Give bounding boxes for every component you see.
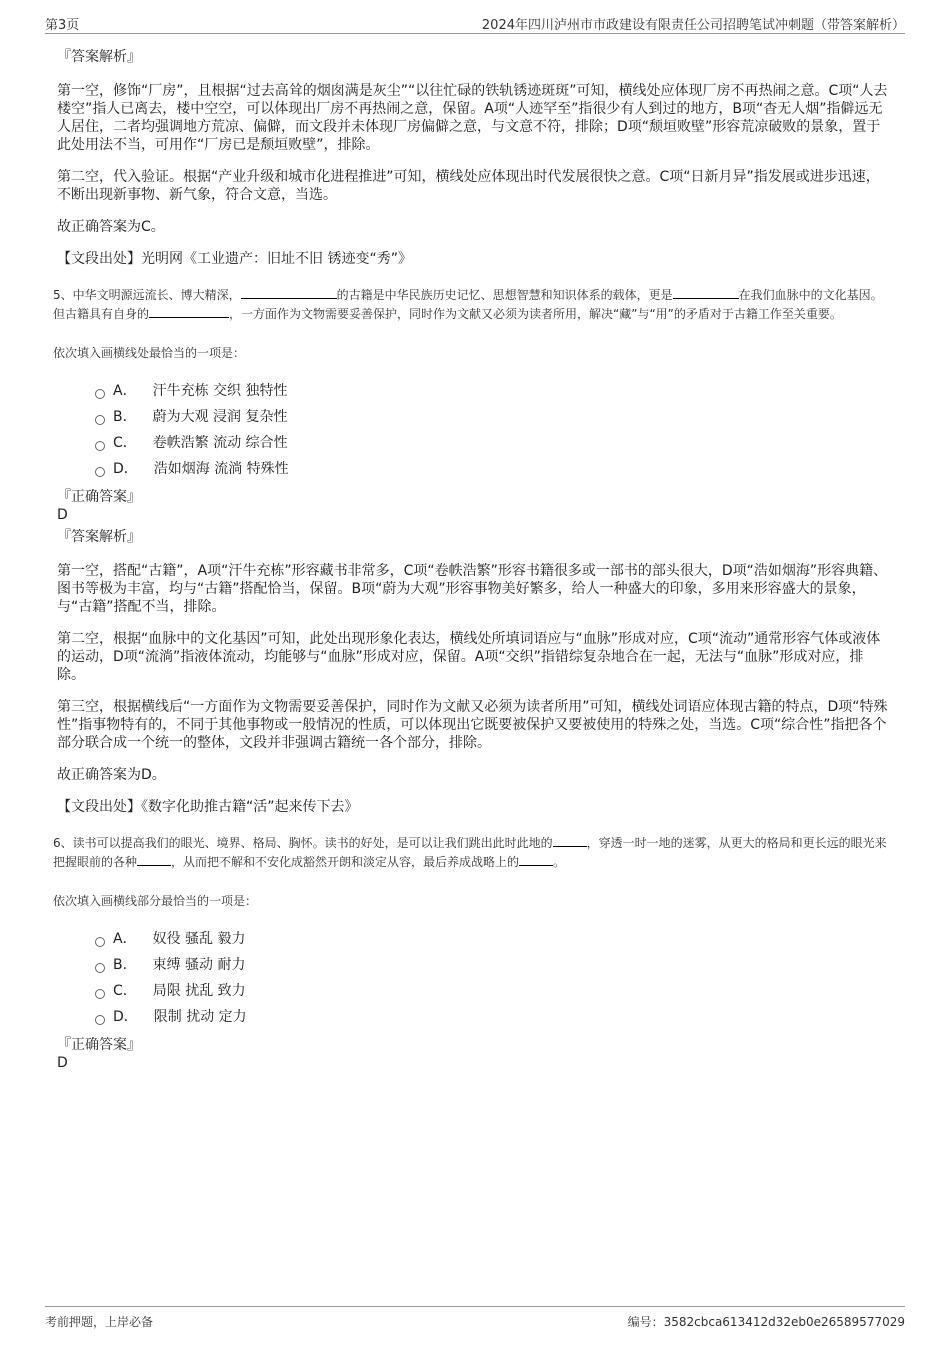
option-d[interactable]: D． 限制 扰动 定力 xyxy=(95,1004,889,1030)
analysis-conclusion: 故正确答案为D。 xyxy=(57,767,166,783)
analysis-label: 『答案解析』 xyxy=(57,49,141,65)
option-d[interactable]: D． 浩如烟海 流淌 特殊性 xyxy=(95,456,889,482)
option-c[interactable]: C． 卷帙浩繁 流动 综合性 xyxy=(95,430,889,456)
correct-answer-label: 『正确答案』 xyxy=(57,1037,141,1053)
analysis-paragraph: 第三空，根据横线后“一方面作为文物需要妥善保护，同时作为文献又必须为读者所用”可知，横线处词语应体现古籍的特点，D项“特殊性”指事物特有的，不同于其他事物或一般情况的性质，可以体现出它既要被保护又要被使用的特殊之处，当选。C项“综合性”指把各个部分联合成一个统一的整体，文段并非强调古籍统一各个部分，排除。 xyxy=(57,699,888,751)
analysis-label: 『答案解析』 xyxy=(57,529,141,545)
document-code: 编号：3582cbca613412d32eb0e26589577029 xyxy=(627,1315,905,1329)
option-c[interactable]: C． 局限 扰乱 致力 xyxy=(95,978,889,1004)
option-b[interactable]: B． 束缚 骚动 耐力 xyxy=(95,952,889,978)
fill-blank xyxy=(553,834,587,847)
radio-icon[interactable] xyxy=(95,1015,105,1025)
correct-answer: D xyxy=(57,507,68,523)
fill-blank xyxy=(149,305,229,318)
radio-icon[interactable] xyxy=(95,989,105,999)
radio-icon[interactable] xyxy=(95,963,105,973)
fill-blank xyxy=(673,286,739,299)
option-b[interactable]: B． 蔚为大观 浸润 复杂性 xyxy=(95,404,889,430)
header-divider xyxy=(45,33,905,34)
question-instruction: 依次填入画横线部分最恰当的一项是： xyxy=(53,894,258,908)
footer-slogan: 考前押题，上岸必备 xyxy=(45,1315,154,1329)
radio-icon[interactable] xyxy=(95,441,105,451)
options-list xyxy=(95,378,889,482)
radio-icon[interactable] xyxy=(95,937,105,947)
question-instruction: 依次填入画横线处最恰当的一项是： xyxy=(53,346,246,360)
passage-source: 【文段出处】光明网《工业遗产：旧址不旧 锈迹变“秀”》 xyxy=(57,251,412,267)
page-content xyxy=(53,48,889,1072)
radio-icon[interactable] xyxy=(95,415,105,425)
analysis-paragraph: 第一空，修饰“厂房”，且根据“过去高耸的烟囱满是灰尘”“以往忙碌的铁轨锈迹斑斑”可知，横线处应体现厂房不再热闹之意。C项“人去楼空”指人已离去，楼中空空，可以体现出厂房不再热闹之意，保留。A项“人迹罕至”指很少有人到过的地方，B项“杳无人烟”指僻远无人居住，二者均强调地方荒凉、偏僻，而文段并未体现厂房偏僻之意，与文意不符，排除；D项“颓垣败壁”形容荒凉破败的景象，置于此处用法不当，可用作“厂房已是颓垣败壁”，排除。 xyxy=(57,83,888,153)
question-6 xyxy=(53,834,889,1072)
correct-answer: D xyxy=(57,1055,68,1071)
option-a[interactable]: A． 奴役 骚乱 毅力 xyxy=(95,926,889,952)
page-number: 第3页 xyxy=(45,18,80,33)
document-title: 2024年四川泸州市市政建设有限责任公司招聘笔试冲刺题（带答案解析） xyxy=(481,18,905,33)
fill-blank xyxy=(519,853,553,866)
radio-icon[interactable] xyxy=(95,467,105,477)
analysis-conclusion: 故正确答案为C。 xyxy=(57,219,165,235)
question-stem: 6、读书可以提高我们的眼光、境界、格局、胸怀。读书的好处，是可以让我们跳出此时此地的 ，穿透一时一地的迷雾，从更大的格局和更长远的眼光来把握眼前的各种 ，从而把不解和不安化成豁然开朗和淡定从容，最后养成战略上的 。 xyxy=(53,836,887,869)
fill-blank xyxy=(137,853,171,866)
options-list xyxy=(95,926,889,1030)
question-4-analysis xyxy=(57,48,889,268)
correct-answer-label: 『正确答案』 xyxy=(57,489,141,505)
option-a[interactable]: A． 汗牛充栋 交织 独特性 xyxy=(95,378,889,404)
question-5 xyxy=(53,286,889,816)
footer-divider xyxy=(45,1306,905,1307)
question-stem: 5、中华文明源远流长、博大精深， 的古籍是中华民族历史记忆、思想智慧和知识体系的载体，更是 在我们血脉中的文化基因。但古籍具有自身的 ，一方面作为文物需要妥善保护，同时作为文献又必须为读者所用，解决“藏”与“用”的矛盾对于古籍工作至关重要。 xyxy=(53,288,883,321)
analysis-paragraph: 第一空，搭配“古籍”，A项“汗牛充栋”形容藏书非常多，C项“卷帙浩繁”形容书籍很多或一部书的部头很大，D项“浩如烟海”形容典籍、图书等极为丰富，均与“古籍”搭配恰当，保留。B项“蔚为大观”形容事物美好繁多，给人一种盛大的印象，多用来形容盛大的景象，与“古籍”搭配不当，排除。 xyxy=(57,563,888,615)
passage-source: 【文段出处】《数字化助推古籍“活”起来传下去》 xyxy=(57,799,359,815)
radio-icon[interactable] xyxy=(95,389,105,399)
analysis-paragraph: 第二空，根据“血脉中的文化基因”可知，此处出现形象化表达，横线处所填词语应与“血脉”形成对应，C项“流动”通常形容气体或液体的运动，D项“流淌”指液体流动，均能够与“血脉”形成对应，保留。A项“交织”指错综复杂地合在一起，无法与“血脉”形成对应，排除。 xyxy=(57,631,881,683)
analysis-paragraph: 第二空，代入验证。根据“产业升级和城市化进程推进”可知，横线处应体现出时代发展很快之意。C项“日新月异”指发展或进步迅速，不断出现新事物、新气象，符合文意，当选。 xyxy=(57,169,880,203)
fill-blank xyxy=(241,286,337,299)
